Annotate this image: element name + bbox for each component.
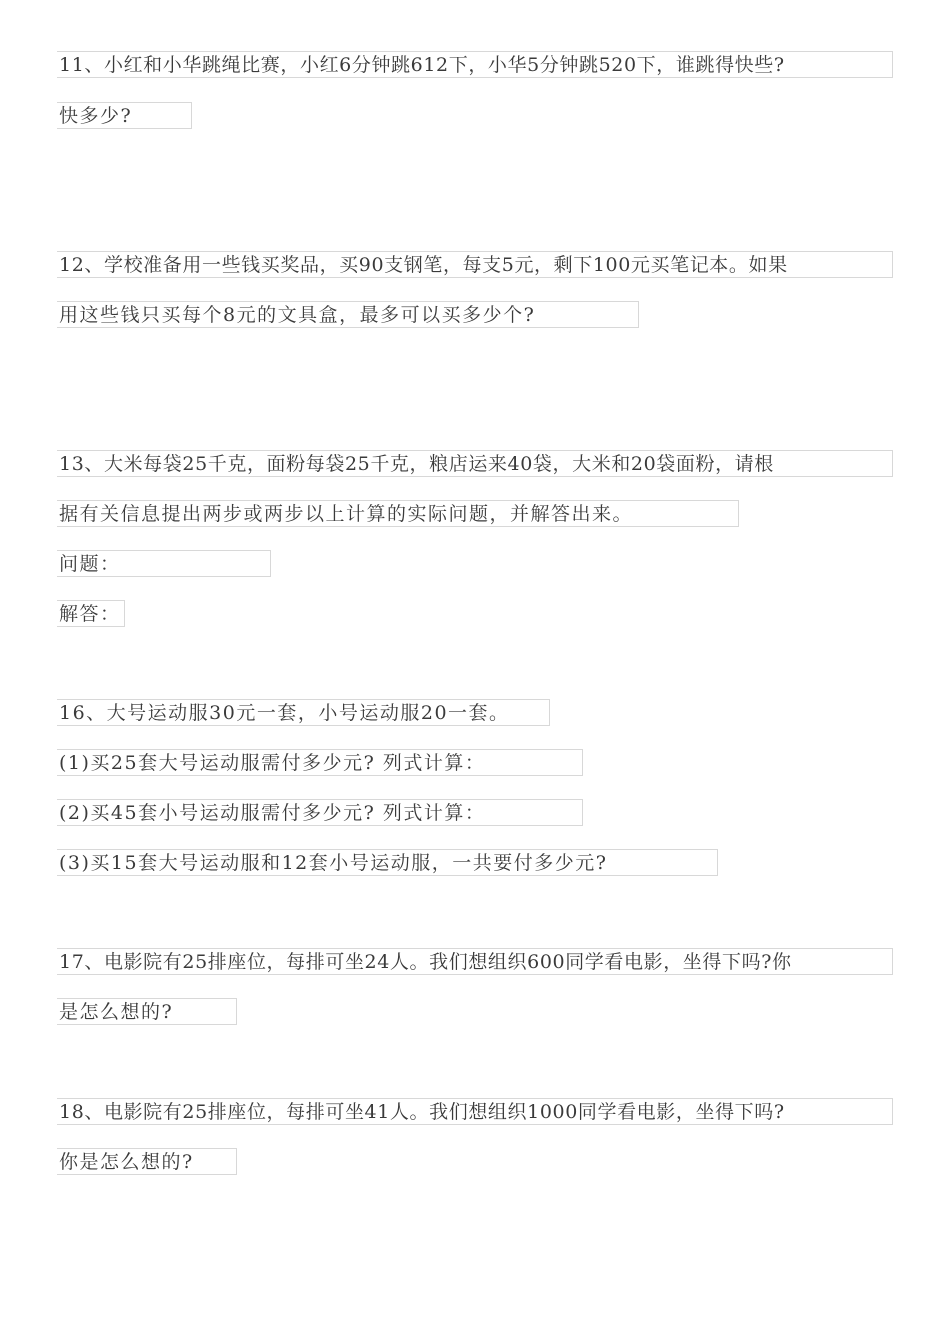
- q12-line2: 用这些钱只买每个8元的文具盒，最多可以买多少个?: [57, 301, 639, 328]
- q17-line1: 17、电影院有25排座位，每排可坐24人。我们想组织600同学看电影，坐得下吗?你: [57, 948, 893, 975]
- q17-line2: 是怎么想的?: [57, 998, 237, 1025]
- q13-line2: 据有关信息提出两步或两步以上计算的实际问题，并解答出来。: [57, 500, 739, 527]
- q13-line1: 13、大米每袋25千克，面粉每袋25千克，粮店运来40袋，大米和20袋面粉，请根: [57, 450, 893, 477]
- q11-line2: 快多少?: [57, 102, 192, 129]
- q16-part1: (1)买25套大号运动服需付多少元? 列式计算：: [57, 749, 583, 776]
- q13-question-label: 问题：: [57, 550, 271, 577]
- q12-line1: 12、学校准备用一些钱买奖品，买90支钢笔，每支5元，剩下100元买笔记本。如果: [57, 251, 893, 278]
- q11-line1: 11、小红和小华跳绳比赛，小红6分钟跳612下，小华5分钟跳520下，谁跳得快些?: [57, 51, 893, 78]
- q13-answer-label: 解答：: [57, 600, 125, 627]
- q16-line1: 16、大号运动服30元一套，小号运动服20一套。: [57, 699, 550, 726]
- q16-part3: (3)买15套大号运动服和12套小号运动服，一共要付多少元?: [57, 849, 718, 876]
- q18-line1: 18、电影院有25排座位，每排可坐41人。我们想组织1000同学看电影，坐得下吗?: [57, 1098, 893, 1125]
- q16-part2: (2)买45套小号运动服需付多少元? 列式计算：: [57, 799, 583, 826]
- q18-line2: 你是怎么想的?: [57, 1148, 237, 1175]
